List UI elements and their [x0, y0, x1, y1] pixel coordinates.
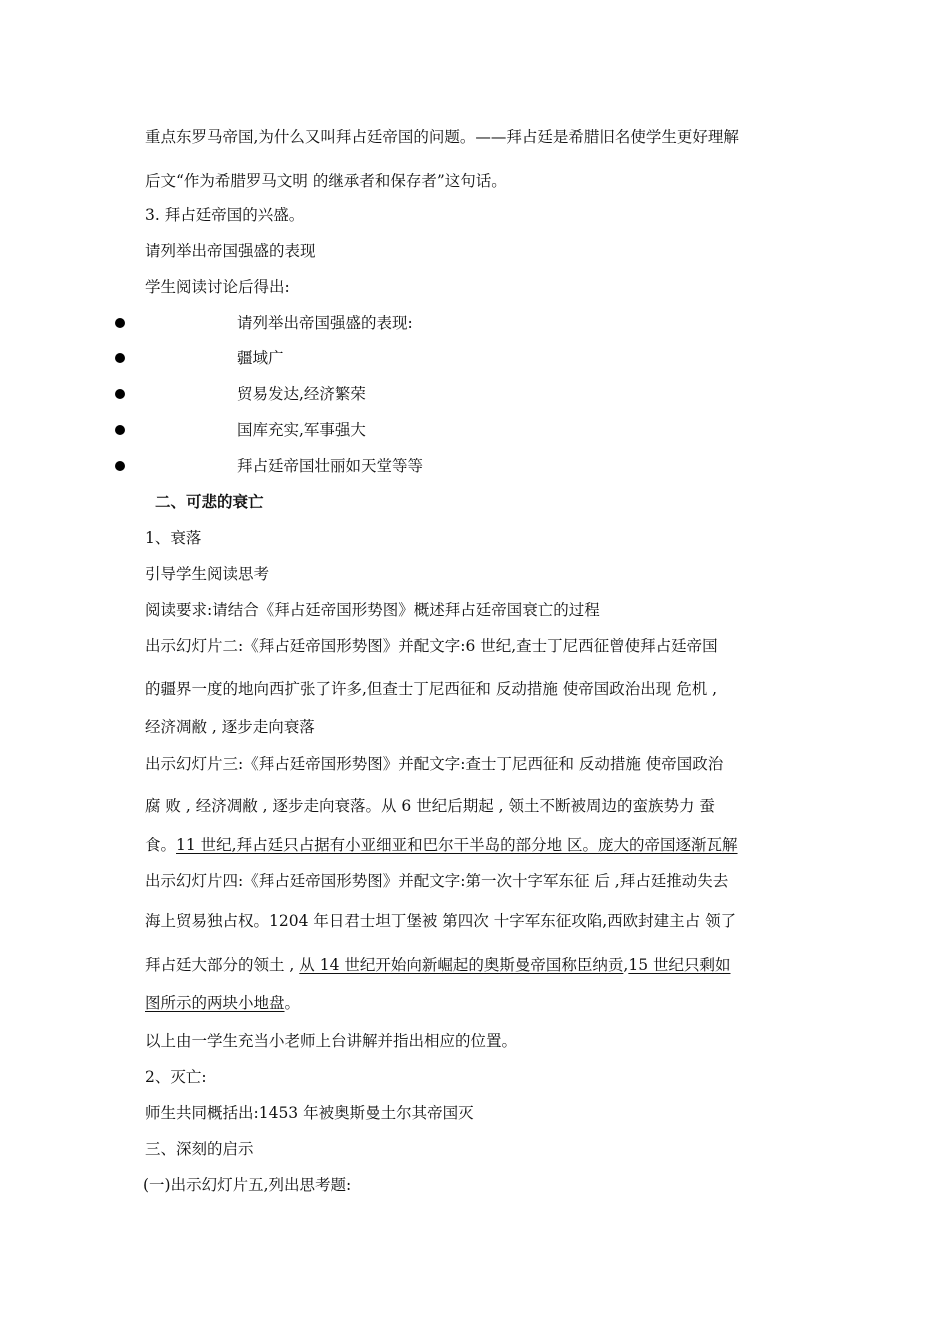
- paragraph-line: [145, 954, 730, 976]
- bullet-text: 贸易发达,经济繁荣: [237, 385, 366, 403]
- underlined-text: 从 14 世纪开始向新崛起的奥斯曼帝国称臣纳贡: [299, 956, 624, 974]
- paragraph-line: 师生共同概括出:1453 年被奥斯曼土尔其帝国灭: [145, 1104, 474, 1122]
- bullet-text: 疆域广: [237, 349, 284, 367]
- bullet-text: 国库充实,军事强大: [237, 421, 366, 439]
- paragraph-line: (一)出示幻灯片五,列出思考题:: [143, 1176, 352, 1194]
- paragraph-line: [145, 834, 738, 856]
- bullet-icon: [115, 425, 125, 435]
- text-run: 食。: [145, 836, 177, 854]
- paragraph-line: [145, 992, 300, 1014]
- bullet-icon: [115, 461, 125, 471]
- subsection-heading: 2、灭亡:: [145, 1068, 207, 1086]
- paragraph-line: 出示幻灯片二:《拜占廷帝国形势图》并配文字:6 世纪,查士丁尼西征曾使拜占廷帝国: [145, 637, 718, 655]
- paragraph-line: 引导学生阅读思考: [145, 565, 270, 583]
- bullet-icon: [115, 389, 125, 399]
- bullet-item: [0, 419, 950, 441]
- paragraph-line: 重点东罗马帝国,为什么又叫拜占廷帝国的问题。——拜占廷是希腊旧名使学生更好理解: [145, 128, 739, 146]
- underlined-text: 11 世纪,拜占廷只占据有小亚细亚和巴尔干半岛的部分地 区。庞大的帝国逐渐瓦解: [176, 836, 738, 854]
- paragraph-line: 海上贸易独占权。1204 年日君士坦丁堡被 第四次 十字军东征攻陷,西欧封建主占 领了: [145, 912, 737, 930]
- text-run: 拜占廷大部分的领土 ,: [145, 956, 300, 974]
- section-heading: 3. 拜占廷帝国的兴盛。: [145, 206, 305, 224]
- subsection-heading: 1、衰落: [145, 529, 202, 547]
- bullet-icon: [115, 318, 125, 328]
- bullet-item: [0, 455, 950, 477]
- text-run: ,: [623, 956, 629, 974]
- paragraph-line: 腐 败 , 经济凋敝 , 逐步走向衰落。从 6 世纪后期起 , 领土不断被周边的蛮族势力 蚕: [145, 797, 715, 815]
- paragraph-line: 学生阅读讨论后得出:: [145, 278, 290, 296]
- paragraph-line: 出示幻灯片三:《拜占廷帝国形势图》并配文字:查士丁尼西征和 反动措施 使帝国政治: [145, 755, 724, 773]
- underlined-text: 图所示的两块小地盘: [145, 994, 285, 1012]
- bullet-item: [0, 347, 950, 369]
- text-run: 。: [284, 994, 301, 1012]
- paragraph-line: 后文“作为希腊罗马文明 的继承者和保存者”这句话。: [145, 172, 507, 190]
- bullet-icon: [115, 353, 125, 363]
- bullet-item: [0, 383, 950, 405]
- section-heading: 三、深刻的启示: [145, 1140, 254, 1158]
- paragraph-line: 出示幻灯片四:《拜占廷帝国形势图》并配文字:第一次十字军东征 后 ,拜占廷推动失去: [145, 872, 729, 890]
- paragraph-line: 的疆界一度的地向西扩张了许多,但查士丁尼西征和 反动措施 使帝国政治出现 危机 ,: [145, 680, 718, 698]
- underlined-text: 15 世纪只剩如: [628, 956, 731, 974]
- paragraph-line: 以上由一学生充当小老师上台讲解并指出相应的位置。: [145, 1032, 518, 1050]
- paragraph-line: 请列举出帝国强盛的表现: [145, 242, 316, 260]
- section-heading: 二、可悲的衰亡: [155, 493, 264, 511]
- paragraph-line: 阅读要求:请结合《拜占廷帝国形势图》概述拜占廷帝国衰亡的过程: [145, 601, 600, 619]
- bullet-text: 请列举出帝国强盛的表现:: [237, 314, 413, 332]
- paragraph-line: 经济凋敝 , 逐步走向衰落: [145, 718, 315, 736]
- bullet-text: 拜占廷帝国壮丽如天堂等等: [237, 457, 424, 475]
- bullet-item: [0, 312, 950, 334]
